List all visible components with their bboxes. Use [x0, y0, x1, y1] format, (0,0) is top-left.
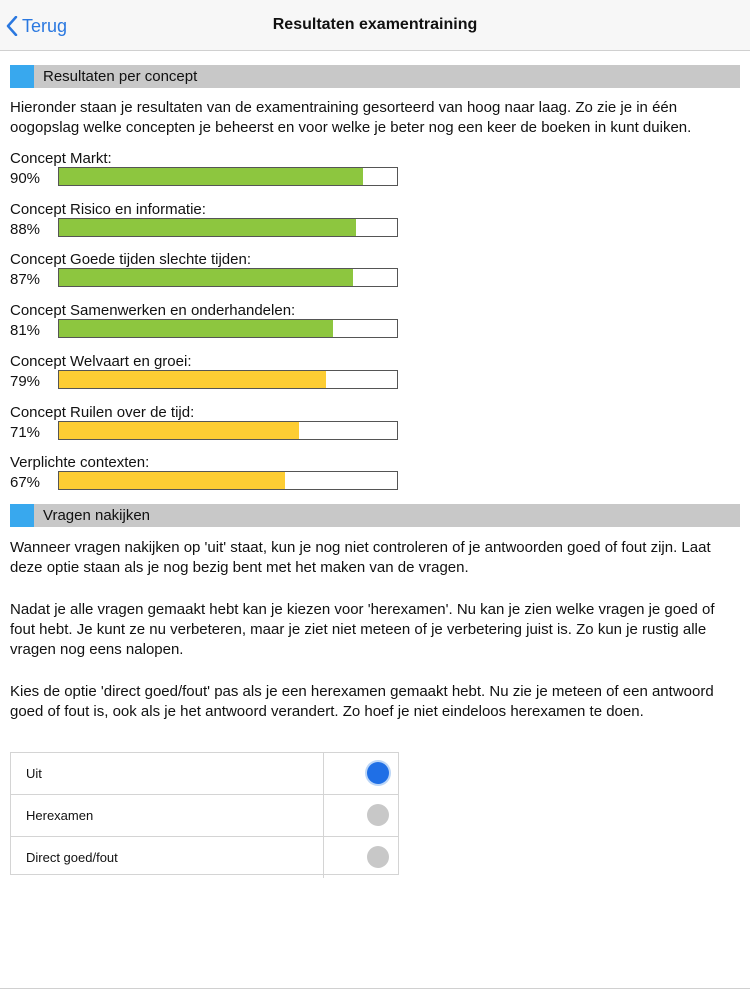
concept-row — [10, 404, 410, 454]
review-paragraph-2: Nadat je alle vragen gemaakt hebt kan je kiezen voor 'herexamen'. Nu kan je zien welke vragen je goed of fout hebt. Je kunt ze nu verbeteren, maar je ziet niet meteen of je verbetering juist is. Zo kun je rustig alle vragen nog eens nalopen. — [10, 601, 715, 658]
concept-row — [10, 150, 410, 200]
radio-button[interactable] — [367, 804, 389, 826]
concept-row — [10, 302, 410, 352]
option-direct-goed-fout[interactable] — [11, 837, 398, 878]
concept-name: Concept Markt: — [10, 150, 112, 167]
section-marker — [10, 504, 34, 527]
section-title: Vragen nakijken — [43, 507, 151, 524]
concept-row — [10, 353, 410, 403]
concept-percent: 79% — [10, 373, 41, 390]
concept-row — [10, 201, 410, 251]
option-label: Direct goed/fout — [26, 850, 118, 865]
concept-name: Verplichte contexten: — [10, 454, 150, 471]
option-herexamen[interactable] — [11, 795, 398, 837]
progress-fill — [59, 472, 285, 489]
bottom-divider — [0, 988, 750, 989]
option-radio-cell[interactable] — [323, 837, 399, 878]
progress-fill — [59, 371, 326, 388]
section-header-review — [10, 504, 740, 527]
progress-bar — [58, 319, 398, 338]
progress-fill — [59, 269, 353, 286]
radio-button[interactable] — [367, 846, 389, 868]
progress-fill — [59, 320, 333, 337]
concept-row — [10, 251, 410, 301]
option-uit[interactable] — [11, 753, 398, 795]
option-radio-cell[interactable] — [323, 795, 399, 836]
progress-fill — [59, 168, 363, 185]
concept-name: Concept Samenwerken en onderhandelen: — [10, 302, 296, 319]
section-header-results — [10, 65, 740, 88]
review-paragraph-3: Kies de optie 'direct goed/fout' pas als je een herexamen gemaakt hebt. Nu zie je meteen of een antwoord goed of fout is, ook als je het antwoord verandert. Zo hoef je niet eindeloos herexamen te doen. — [10, 683, 714, 720]
progress-bar — [58, 471, 398, 490]
concept-percent: 88% — [10, 221, 41, 238]
concept-percent: 81% — [10, 322, 41, 339]
concept-percent: 71% — [10, 424, 41, 441]
radio-button[interactable] — [367, 762, 389, 784]
progress-fill — [59, 422, 299, 439]
progress-fill — [59, 219, 356, 236]
concept-percent: 90% — [10, 170, 41, 187]
concept-name: Concept Welvaart en groei: — [10, 353, 192, 370]
page-title: Resultaten examentraining — [272, 16, 478, 33]
concept-name: Concept Goede tijden slechte tijden: — [10, 251, 251, 268]
progress-bar — [58, 268, 398, 287]
concept-row — [10, 454, 410, 504]
concept-name: Concept Ruilen over de tijd: — [10, 404, 195, 421]
review-mode-options — [10, 752, 399, 875]
option-radio-cell[interactable] — [323, 753, 399, 794]
navigation-bar — [0, 0, 750, 51]
results-intro-text: Hieronder staan je resultaten van de examentraining gesorteerd van hoog naar laag. Zo zie je in één oogopslag welke concepten je beheerst en voor welke je beter nog een keer de boeken in kunt duiken. — [10, 99, 692, 136]
option-label: Herexamen — [26, 808, 94, 823]
back-label: Terug — [22, 15, 68, 36]
concept-percent: 67% — [10, 474, 41, 491]
section-title: Resultaten per concept — [43, 68, 198, 85]
concept-percent: 87% — [10, 271, 41, 288]
progress-bar — [58, 167, 398, 186]
progress-bar — [58, 421, 398, 440]
progress-bar — [58, 370, 398, 389]
option-label: Uit — [26, 766, 42, 781]
section-marker — [10, 65, 34, 88]
progress-bar — [58, 218, 398, 237]
review-paragraph-1: Wanneer vragen nakijken op 'uit' staat, kun je nog niet controleren of je antwoorden goed of fout zijn. Laat deze optie staan als je nog bezig bent met het maken van de vragen. — [10, 539, 711, 576]
concept-name: Concept Risico en informatie: — [10, 201, 206, 218]
